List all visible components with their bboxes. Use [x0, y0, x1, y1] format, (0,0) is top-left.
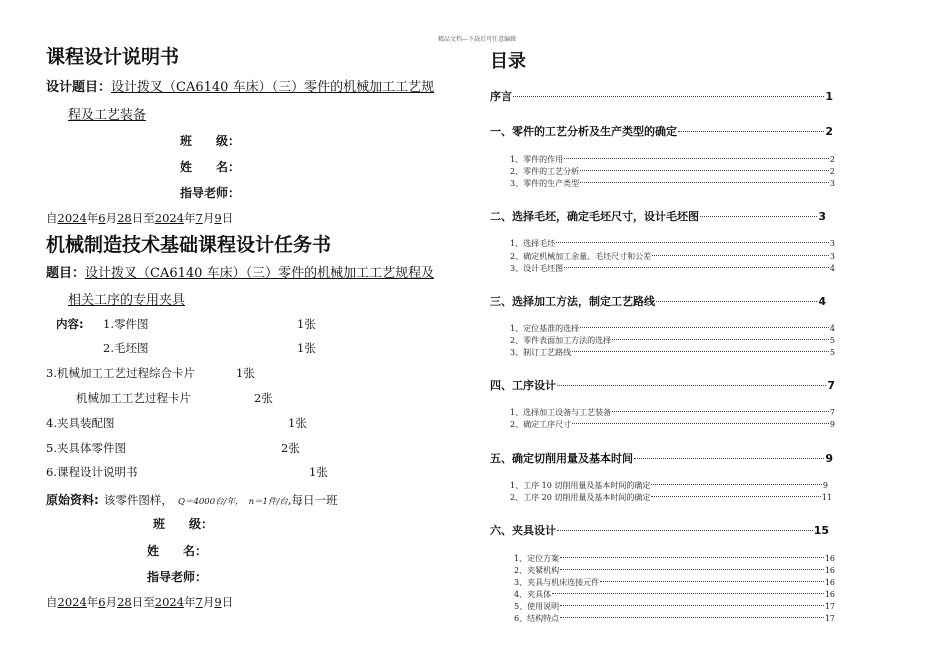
toc-entry-page: 9	[825, 452, 833, 465]
toc-leader-dots	[513, 96, 824, 97]
toc-leader-dots	[557, 530, 813, 531]
toc-entry[interactable]	[490, 88, 833, 104]
toc-entry-page: 17	[824, 614, 835, 623]
date-day: 28	[117, 211, 132, 225]
date-day: 28	[117, 595, 132, 609]
toc-entry[interactable]	[514, 613, 835, 624]
date-range-2	[46, 594, 233, 610]
toc-entry-page: 9	[822, 481, 828, 490]
toc-entry[interactable]	[510, 347, 835, 358]
toc-entry-page: 16	[824, 554, 835, 563]
toc-entry-page: 1	[825, 90, 833, 103]
design-topic-line2: 程及工艺装备	[68, 108, 147, 123]
date-text: 日	[221, 595, 234, 609]
date-text: 月	[202, 595, 215, 609]
toc-leader-dots	[564, 267, 829, 268]
toc-entry-label: 1、选择毛坯	[510, 239, 556, 248]
date-text: 月	[202, 211, 215, 225]
date-year: 2024	[57, 595, 87, 609]
toc-entry-label: 3、制订工艺路线	[510, 348, 572, 357]
date-month: 6	[98, 211, 106, 225]
date-text: 日	[221, 211, 234, 225]
toc-entry[interactable]	[490, 377, 835, 393]
date-text: 自	[46, 211, 58, 225]
toc-entry-label: 五、确定切削用量及基本时间	[490, 452, 633, 465]
toc-entry-label: 1、工序 10 切削用量及基本时间的确定	[510, 481, 651, 490]
date-year: 2024	[154, 211, 185, 225]
date-range-1	[46, 210, 233, 226]
raw-data-label: 原始资料:	[46, 493, 99, 507]
toc-entry[interactable]	[510, 480, 828, 491]
task-topic	[46, 262, 434, 281]
toc-entry-page: 15	[813, 524, 829, 537]
content-item: 5.夹具体零件图	[46, 441, 126, 455]
toc-leader-dots	[651, 484, 822, 485]
toc-entry-label: 三、选择加工方法，制定工艺路线	[490, 295, 655, 308]
toc-entry-page: 3	[818, 210, 826, 223]
toc-leader-dots	[651, 496, 820, 497]
date-day: 9	[214, 211, 222, 225]
toc-entry-label: 序言	[490, 90, 512, 103]
content-qty: 1张	[297, 341, 316, 355]
toc-leader-dots	[552, 593, 824, 594]
toc-entry[interactable]	[510, 492, 832, 503]
toc-leader-dots	[560, 569, 824, 570]
toc-entry[interactable]	[510, 335, 835, 346]
toc-entry-page: 5	[829, 336, 835, 345]
toc-entry-label: 四、工序设计	[490, 379, 556, 392]
toc-entry-page: 4	[818, 295, 826, 308]
toc-entry[interactable]	[514, 565, 835, 576]
date-text: 日至	[131, 211, 155, 225]
toc-entry[interactable]	[514, 553, 835, 564]
toc-entry-label: 2、零件表面加工方法的选择	[510, 336, 612, 345]
toc-entry[interactable]	[510, 154, 835, 165]
toc-entry-page: 16	[824, 566, 835, 575]
toc-entry-page: 3	[829, 239, 835, 248]
toc-entry-label: 5、使用说明	[514, 602, 560, 611]
date-text: 月	[105, 595, 118, 609]
content-qty: 1张	[288, 416, 307, 430]
toc-entry[interactable]	[510, 178, 835, 189]
toc-entry-page: 2	[825, 125, 833, 138]
toc-leader-dots	[560, 605, 824, 606]
toc-entry[interactable]	[490, 293, 826, 309]
toc-entry-label: 2、确定机械加工余量、毛坯尺寸和公差	[510, 252, 652, 261]
name-label: 姓 名：	[147, 544, 208, 558]
content-qty: 2张	[254, 391, 273, 405]
task-topic-line1: 设计拨叉（CA6140 车床）（三）零件的机械加工工艺规程及	[85, 266, 435, 281]
toc-leader-dots	[612, 339, 829, 340]
toc-entry-page: 5	[829, 348, 835, 357]
raw-data-formula: Q＝4000台/年，	[178, 497, 244, 507]
toc-entry-label: 2、零件的工艺分析	[510, 167, 580, 176]
header-note: 精品文档---下载后可任意编辑	[438, 36, 517, 43]
toc-entry[interactable]	[490, 208, 826, 224]
toc-leader-dots	[572, 423, 829, 424]
toc-entry[interactable]	[490, 123, 833, 139]
toc-entry[interactable]	[510, 323, 835, 334]
raw-data	[46, 489, 337, 508]
task-book-title: 机械制造技术基础课程设计任务书	[46, 234, 332, 256]
toc-entry-label: 2、工序 20 切削用量及基本时间的确定	[510, 493, 651, 502]
toc-entry-label: 一、零件的工艺分析及生产类型的确定	[490, 125, 677, 138]
toc-entry-label: 3、夹具与机床连接元件	[514, 578, 600, 587]
toc-leader-dots	[580, 327, 829, 328]
toc-entry[interactable]	[510, 166, 835, 177]
toc-entry-label: 1、零件的作用	[510, 155, 564, 164]
date-text: 年	[184, 211, 196, 225]
date-month: 7	[195, 595, 203, 609]
class-label: 班 级：	[180, 134, 241, 148]
date-year: 2024	[154, 595, 185, 609]
toc-entry[interactable]	[514, 601, 835, 612]
toc-leader-dots	[700, 216, 817, 217]
toc-entry-label: 3、设计毛坯图	[510, 264, 564, 273]
content-qty: 1张	[297, 317, 316, 331]
toc-leader-dots	[634, 458, 824, 459]
toc-entry-page: 4	[829, 264, 835, 273]
toc-entry[interactable]	[510, 419, 835, 430]
toc-entry[interactable]	[510, 238, 835, 249]
date-month: 6	[98, 595, 106, 609]
content-qty: 1张	[309, 465, 328, 479]
task-topic-label: 题目：	[46, 266, 86, 281]
toc-entry-label: 2、夹紧机构	[514, 566, 560, 575]
toc-entry-page: 7	[829, 408, 835, 417]
teacher-label: 指导老师：	[180, 186, 241, 200]
toc-leader-dots	[600, 581, 824, 582]
content-item: 机械加工工艺过程卡片	[76, 391, 191, 405]
toc-entry-page: 2	[829, 167, 835, 176]
content-item: 3.机械加工工艺过程综合卡片	[46, 366, 195, 380]
toc-entry[interactable]	[510, 251, 835, 262]
design-topic	[46, 76, 434, 95]
toc-leader-dots	[564, 158, 829, 159]
content-qty: 2张	[281, 441, 300, 455]
date-text: 自	[46, 595, 58, 609]
toc-title: 目录	[490, 51, 526, 72]
date-day: 9	[214, 595, 222, 609]
raw-data-text: ,每日一班	[287, 493, 338, 507]
teacher-label: 指导老师：	[147, 570, 208, 584]
toc-leader-dots	[678, 131, 824, 132]
toc-entry-page: 9	[829, 420, 835, 429]
doc-title: 课程设计说明书	[46, 46, 180, 68]
design-topic-line1: 设计拨叉（CA6140 车床）（三）零件的机械加工工艺规	[111, 80, 435, 95]
raw-data-text: 该零件图样，	[103, 493, 173, 507]
toc-leader-dots	[656, 301, 817, 302]
toc-entry-page: 4	[829, 324, 835, 333]
content-item: 2.毛坯图	[103, 341, 149, 355]
toc-leader-dots	[652, 255, 829, 256]
toc-leader-dots	[580, 182, 829, 183]
toc-entry-label: 1、定位方案	[514, 554, 560, 563]
design-topic-label: 设计题目：	[46, 80, 112, 95]
toc-leader-dots	[560, 557, 824, 558]
content-label: 内容:	[56, 317, 84, 331]
toc-entry-label: 2、确定工序尺寸	[510, 420, 572, 429]
toc-leader-dots	[560, 617, 824, 618]
toc-entry-page: 2	[829, 155, 835, 164]
toc-leader-dots	[556, 242, 829, 243]
toc-entry[interactable]	[514, 589, 835, 600]
toc-entry-label: 3、零件的生产类型	[510, 179, 580, 188]
content-item: 1.零件图	[103, 317, 149, 331]
name-label: 姓 名：	[180, 160, 241, 174]
toc-entry[interactable]	[514, 577, 835, 588]
toc-leader-dots	[580, 170, 829, 171]
toc-entry-page: 7	[827, 379, 835, 392]
toc-entry-label: 二、选择毛坯，确定毛坯尺寸，设计毛坯图	[490, 210, 699, 223]
toc-leader-dots	[572, 351, 829, 352]
date-year: 2024	[57, 211, 87, 225]
toc-entry-page: 17	[824, 602, 835, 611]
toc-entry-label: 六、夹具设计	[490, 524, 556, 537]
date-text: 年	[184, 595, 196, 609]
class-label: 班 级：	[153, 517, 214, 531]
date-text: 月	[105, 211, 118, 225]
toc-entry[interactable]	[510, 407, 835, 418]
toc-leader-dots	[557, 385, 826, 386]
toc-entry-page: 16	[824, 590, 835, 599]
toc-entry-page: 11	[821, 493, 832, 502]
task-topic-line2: 相关工序的专用夹具	[68, 293, 186, 308]
date-text: 年	[86, 211, 99, 225]
toc-entry[interactable]	[490, 450, 833, 466]
toc-entry-page: 16	[824, 578, 835, 587]
toc-entry-label: 6、结构特点	[514, 614, 560, 623]
toc-entry[interactable]	[490, 522, 829, 538]
content-item: 4.夹具装配图	[46, 416, 115, 430]
raw-data-formula: n＝1件/台	[248, 497, 288, 507]
toc-entry-page: 3	[829, 252, 835, 261]
date-text: 年	[86, 595, 99, 609]
toc-entry-label: 4、夹具体	[514, 590, 552, 599]
date-text: 日至	[131, 595, 155, 609]
toc-entry-label: 1、定位基准的选择	[510, 324, 580, 333]
toc-entry-page: 3	[829, 179, 835, 188]
date-month: 7	[195, 211, 203, 225]
toc-entry[interactable]	[510, 263, 835, 274]
content-item: 6.课程设计说明书	[46, 465, 138, 479]
content-qty: 1张	[236, 366, 255, 380]
toc-entry-label: 1、选择加工设备与工艺装备	[510, 408, 612, 417]
toc-leader-dots	[612, 411, 829, 412]
